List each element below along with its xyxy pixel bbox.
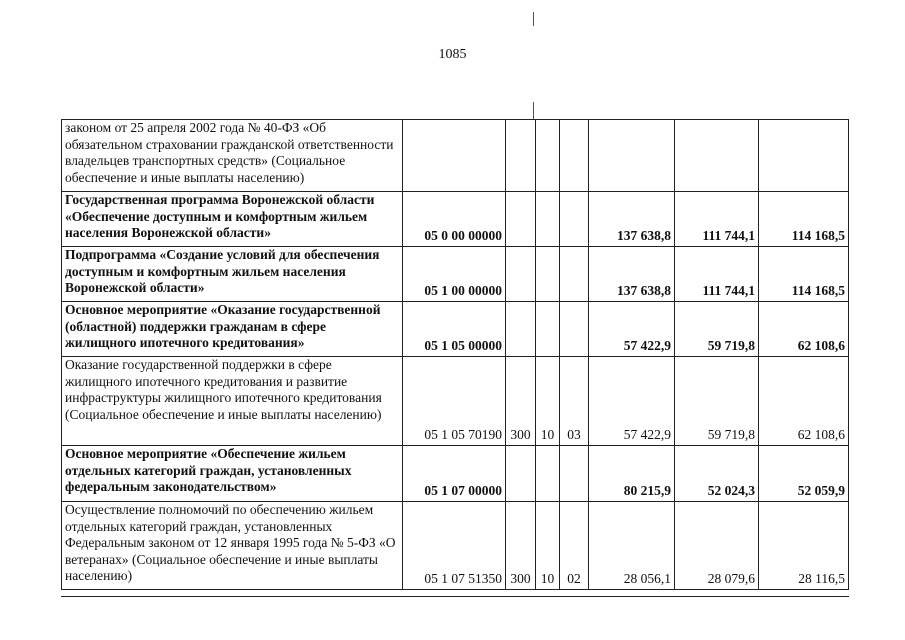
- row-section: [536, 247, 560, 302]
- row-expense-type: [506, 446, 536, 502]
- row-section: [536, 120, 560, 192]
- row-subsection: 02: [560, 502, 589, 590]
- table-row: [62, 502, 849, 590]
- row-amount-year-3: 62 108,6: [759, 302, 849, 357]
- row-expense-type: [506, 120, 536, 192]
- row-subsection: [560, 247, 589, 302]
- row-amount-year-2: 111 744,1: [675, 192, 759, 247]
- row-section: 10: [536, 357, 560, 446]
- row-expense-type: [506, 247, 536, 302]
- row-amount-year-2: [675, 120, 759, 192]
- row-subsection: [560, 302, 589, 357]
- row-target-code: [403, 120, 506, 192]
- row-expense-type: 300: [506, 502, 536, 590]
- row-name: Оказание государственной поддержки в сфере жилищного ипотечного кредитования и развитие инфраструктуры жилищного ипотечного кредитования (Социальное обеспечение и иные выплаты населению): [62, 357, 403, 446]
- table-row: [62, 247, 849, 302]
- table-row: [62, 192, 849, 247]
- row-amount-year-1: 137 638,8: [589, 192, 675, 247]
- row-target-code: 05 1 05 00000: [403, 302, 506, 357]
- table-row: [62, 357, 849, 446]
- row-expense-type: 300: [506, 357, 536, 446]
- row-amount-year-3: [759, 120, 849, 192]
- row-amount-year-2: 52 024,3: [675, 446, 759, 502]
- row-name: Основное мероприятие «Обеспечение жильем отдельных категорий граждан, установленных федеральным законодательством»: [62, 446, 403, 502]
- row-amount-year-3: 114 168,5: [759, 192, 849, 247]
- row-amount-year-2: 59 719,8: [675, 357, 759, 446]
- row-subsection: [560, 192, 589, 247]
- row-section: [536, 446, 560, 502]
- row-subsection: 03: [560, 357, 589, 446]
- table-row: [62, 302, 849, 357]
- row-amount-year-1: 28 056,1: [589, 502, 675, 590]
- row-amount-year-1: 57 422,9: [589, 302, 675, 357]
- row-target-code: 05 1 07 51350: [403, 502, 506, 590]
- row-subsection: [560, 446, 589, 502]
- scan-mark-middle: [533, 102, 534, 120]
- page-number: 1085: [438, 47, 467, 62]
- row-subsection: [560, 120, 589, 192]
- row-section: [536, 302, 560, 357]
- row-expense-type: [506, 302, 536, 357]
- row-expense-type: [506, 192, 536, 247]
- row-name: Подпрограмма «Создание условий для обеспечения доступным и комфортным жильем населения Воронежской области»: [62, 247, 403, 302]
- row-amount-year-3: 28 116,5: [759, 502, 849, 590]
- row-target-code: 05 1 07 00000: [403, 446, 506, 502]
- row-section: 10: [536, 502, 560, 590]
- row-name: Осуществление полномочий по обеспечению жильем отдельных категорий граждан, установленных Федеральным законом от 12 января 1995 года № 5-ФЗ «О ветеранах» (Социальное обеспечение и иные выплаты населению): [62, 502, 403, 590]
- row-amount-year-2: 59 719,8: [675, 302, 759, 357]
- table-body: [62, 120, 849, 590]
- row-name: Основное мероприятие «Оказание государственной (областной) поддержки гражданам в сфере жилищного ипотечного кредитования»: [62, 302, 403, 357]
- row-amount-year-1: [589, 120, 675, 192]
- row-amount-year-1: 80 215,9: [589, 446, 675, 502]
- row-amount-year-2: 28 079,6: [675, 502, 759, 590]
- row-target-code: 05 1 05 70190: [403, 357, 506, 446]
- budget-table: [61, 119, 849, 590]
- row-name: Государственная программа Воронежской области «Обеспечение доступным и комфортным жильем населения Воронежской области»: [62, 192, 403, 247]
- scan-mark-top: [533, 12, 534, 26]
- row-amount-year-3: 52 059,9: [759, 446, 849, 502]
- row-amount-year-3: 114 168,5: [759, 247, 849, 302]
- table-row: [62, 446, 849, 502]
- row-target-code: 05 1 00 00000: [403, 247, 506, 302]
- row-amount-year-2: 111 744,1: [675, 247, 759, 302]
- row-amount-year-1: 57 422,9: [589, 357, 675, 446]
- row-target-code: 05 0 00 00000: [403, 192, 506, 247]
- table-bottom-rule: [61, 596, 849, 597]
- row-amount-year-1: 137 638,8: [589, 247, 675, 302]
- row-name: законом от 25 апреля 2002 года № 40-ФЗ «Об обязательном страховании гражданской ответственности владельцев транспортных средств» (Социальное обеспечение и иные выплаты населению): [62, 120, 403, 192]
- row-section: [536, 192, 560, 247]
- table-row: [62, 120, 849, 192]
- row-amount-year-3: 62 108,6: [759, 357, 849, 446]
